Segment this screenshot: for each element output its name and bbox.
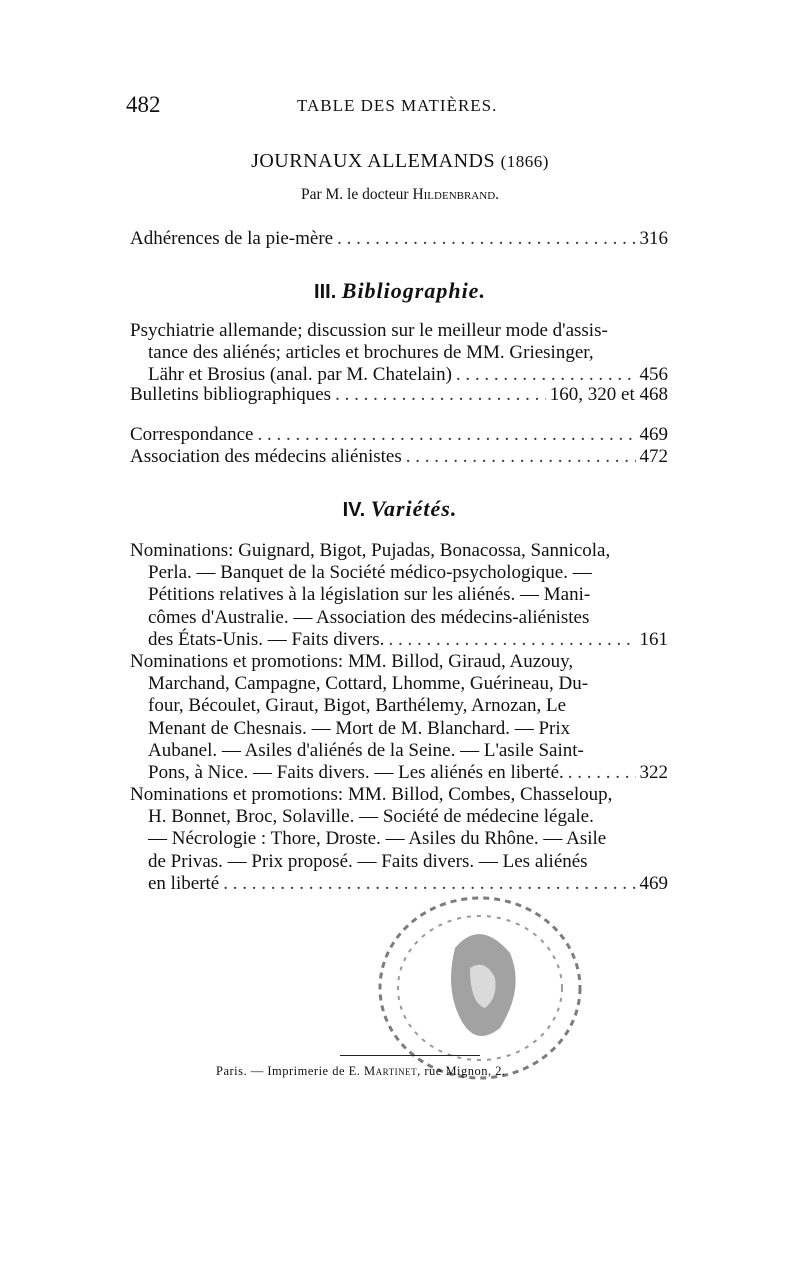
byline-prefix: Par M. le docteur <box>300 186 409 203</box>
entry-last-line <box>130 762 668 784</box>
leader-dots <box>337 228 635 250</box>
byline <box>0 186 800 204</box>
section-title-text: JOURNAUX ALLEMANDS <box>251 150 496 172</box>
entry-label: Adhérences de la pie-mère <box>130 228 334 249</box>
entry-label: Association des médecins aliénistes <box>130 446 402 467</box>
heading-title: Bibliographie. <box>341 278 486 303</box>
imprint-rule <box>340 1055 480 1056</box>
toc-entry-psychiatrie[interactable] <box>130 320 668 387</box>
toc-entry-nominations-1[interactable] <box>130 540 668 651</box>
entry-line: Nominations et promotions: MM. Billod, Giraud, Auzouy, <box>130 651 574 672</box>
toc-entry-association[interactable] <box>130 446 668 468</box>
toc-entry-nominations-2[interactable] <box>130 651 668 784</box>
leader-dots <box>257 424 635 446</box>
entry-page: 161 <box>639 628 668 650</box>
heading-roman: IV. <box>342 499 366 521</box>
entry-label: Pons, à Nice. — Faits divers. — Les aliénés en liberté. <box>148 762 564 784</box>
heading-title: Variétés. <box>370 496 458 521</box>
entry-label: des États-Unis. — Faits divers. <box>148 628 385 650</box>
heading-roman: III. <box>314 281 337 303</box>
leader-dots <box>568 762 636 784</box>
entry-page: 469 <box>639 872 668 894</box>
heading-bibliographie <box>0 278 800 304</box>
section-year: (1866) <box>500 152 549 171</box>
entry-page: 456 <box>639 364 668 386</box>
entry-line: H. Bonnet, Broc, Solaville. — Société de médecine légale. <box>148 806 594 828</box>
entry-page: 322 <box>639 762 668 784</box>
byline-author: Hildenbrand. <box>412 186 500 203</box>
entry-page: 469 <box>639 424 668 445</box>
entry-line: Perla. — Banquet de la Société médico-psychologique. — <box>148 562 592 584</box>
imprint-prefix: Paris. — Imprimerie de <box>216 1064 346 1078</box>
entry-page: 472 <box>639 446 668 467</box>
entry-line: Aubanel. — Asiles d'aliénés de la Seine. — L'asile Saint- <box>148 739 584 761</box>
imprint-printer: E. Martinet, <box>348 1064 421 1078</box>
entry-line: Nominations: Guignard, Bigot, Pujadas, Bonacossa, Sannicola, <box>130 540 611 561</box>
entry-line: Marchand, Campagne, Cottard, Lhomme, Guérineau, Du- <box>148 673 589 695</box>
entry-line: four, Bécoulet, Giraut, Bigot, Barthélemy, Arnozan, Le <box>148 695 566 717</box>
entry-line: Psychiatrie allemande; discussion sur le meilleur mode d'assis- <box>130 320 608 341</box>
entry-line: Pétitions relatives à la législation sur les aliénés. — Mani- <box>148 584 591 606</box>
entry-line: de Privas. — Prix proposé. — Faits divers. — Les aliénés <box>148 850 588 872</box>
entry-line: tance des aliénés; articles et brochures de MM. Griesinger, <box>148 342 594 364</box>
leader-dots <box>406 446 636 468</box>
toc-entry-correspondance[interactable] <box>130 424 668 446</box>
entry-label: en liberté <box>148 872 220 894</box>
leader-dots <box>388 629 635 651</box>
entry-page: 160, 320 et 468 <box>549 384 668 405</box>
entry-label: Correspondance <box>130 424 254 445</box>
entry-line: cômes d'Australie. — Association des médecins-aliénistes <box>148 606 590 628</box>
running-title: TABLE DES MATIÈRES. <box>297 96 498 115</box>
entry-label: Lähr et Brosius (anal. par M. Chatelain) <box>148 364 452 386</box>
toc-entry-bulletins[interactable] <box>130 384 668 406</box>
leader-dots <box>335 384 546 406</box>
heading-varietes <box>0 496 800 522</box>
section-title <box>0 150 800 173</box>
printer-imprint <box>216 1064 506 1079</box>
entry-page: 316 <box>639 228 668 249</box>
entry-line: Nominations et promotions: MM. Billod, Combes, Chasseloup, <box>130 784 613 805</box>
page-number: 482 <box>126 92 161 117</box>
entry-line: Menant de Chesnais. — Mort de M. Blanchard. — Prix <box>148 717 571 739</box>
entry-label: Bulletins bibliographiques <box>130 384 332 405</box>
toc-entry-adherences[interactable] <box>130 228 668 250</box>
entry-last-line <box>130 629 668 651</box>
imprint-address: rue Mignon, 2. <box>424 1064 506 1078</box>
entry-line: — Nécrologie : Thore, Droste. — Asiles du Rhône. — Asile <box>148 828 607 850</box>
